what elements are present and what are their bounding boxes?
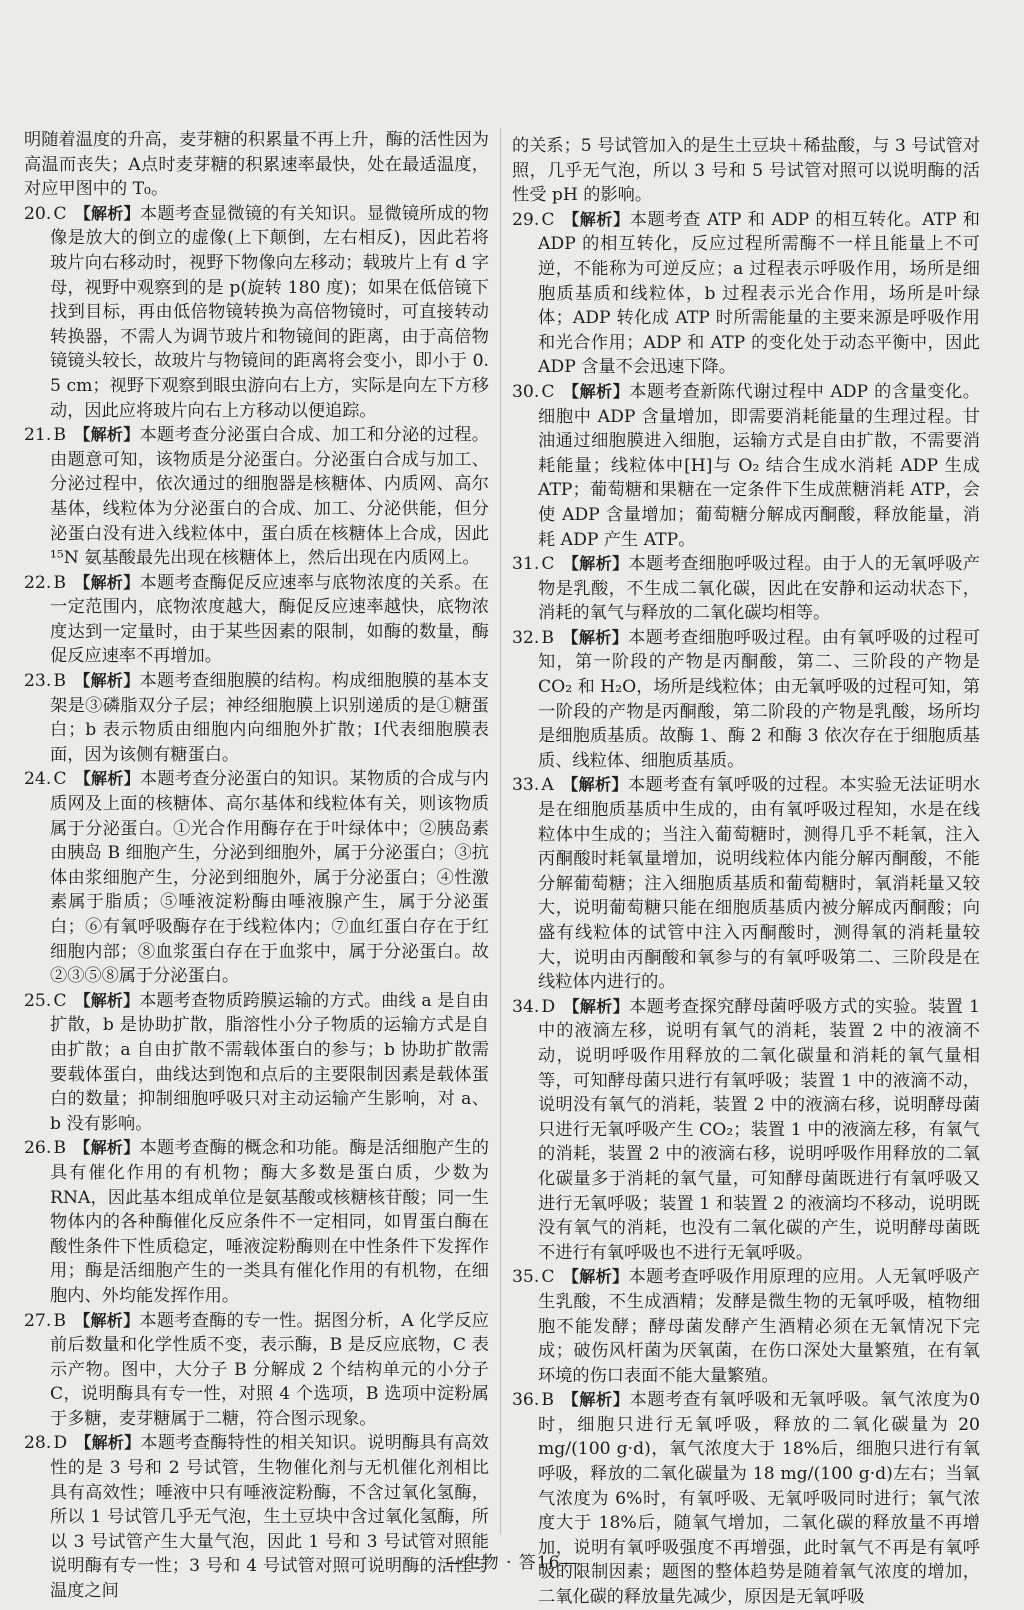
item-number: 30.	[512, 381, 540, 402]
page-footer: —生物 · 答16—	[445, 1553, 579, 1573]
item-explanation: 本题考查探究酵母菌呼吸方式的实验。装置 1 中的液滴左移，说明有氧气的消耗，装置 2 中的液滴不动，说明呼吸作用释放的二氧化碳量和消耗的氧气量相等，可知酵母菌只进行有氧呼吸；装置 1 中的液滴不动，说明没有氧气的消耗，装置 2 中的液滴右移，说明酵母菌只进行无氧呼吸产生 CO₂；装置 1 中的液滴左移，有氧气的消耗，装置 2 中的液滴右移，说明呼吸作用释放的二氧化碳量多于消耗的氧气量，可知酵母菌既进行有氧呼吸又进行无氧呼吸；装置 1 和装置 2 的液滴均不移动，说明既没有氧气的消耗，也没有二氧化碳的产生，说明酵母菌既不进行有氧呼吸也不进行无氧呼吸。	[538, 996, 980, 1263]
item-explanation: 本题考查酶的概念和功能。酶是活细胞产生的具有催化作用的有机物；酶大多数是蛋白质，少数为 RNA，因此基本组成单位是氨基酸或核糖核苷酸；同一生物体内的各种酶催化反应条件不一定相同，如胃蛋白酶在酸性条件下性质稳定，唾液淀粉酶则在中性条件下发挥作用；酶是活细胞产生的一类具有催化作用的有机物，在细胞内、外均能发挥作用。	[50, 1138, 489, 1306]
answer-item	[512, 208, 980, 380]
item-explanation: 本题考查细胞呼吸过程。由于人的无氧呼吸产物是乳酸，不生成二氧化碳，因此在安静和运动状态下，消耗的氧气与释放的二氧化碳均相等。	[538, 554, 980, 624]
item-number: 29.	[512, 209, 540, 230]
item-number: 33.	[512, 775, 540, 796]
item-number: 21.	[24, 425, 52, 446]
analysis-tag: 【解析】	[73, 1310, 140, 1330]
item-explanation: 本题考查分泌蛋白的知识。某物质的合成与内质网及上面的核糖体、高尔基体和线粒体有关，则该物质属于分泌蛋白。①光合作用酶存在于叶绿体中；②胰岛素由胰岛 B 细胞产生，分泌到细胞外，属于分泌蛋白；③抗体由浆细胞产生，分泌到细胞外，属于分泌蛋白；④性激素属于脂质；⑤唾液淀粉酶由唾液腺产生，属于分泌蛋白；⑥有氧呼吸酶存在于线粒体内；⑦血红蛋白存在于红细胞内部；⑧血浆蛋白存在于血浆中，属于分泌蛋白。故②③⑤⑧属于分泌蛋白。	[50, 769, 489, 987]
continuation-text: 明随着温度的升高，麦芽糖的积累量不再上升，酶的活性因为高温而丧失；A点时麦芽糖的积累速率最快，处在最适温度，对应甲图中的 T₀。	[24, 130, 489, 200]
answer-item	[512, 1388, 980, 1609]
item-answer: C	[541, 554, 555, 575]
answer-item	[512, 1265, 980, 1388]
continuation-text: 的关系；5 号试管加入的是生土豆块＋稀盐酸，与 3 号试管对照，几乎无气泡，所以 3 号和 5 号试管对照可以说明酶的活性受 pH 的影响。	[512, 136, 980, 206]
item-number: 32.	[512, 627, 540, 648]
item-answer: D	[53, 1433, 68, 1454]
answer-item	[24, 202, 489, 423]
answer-item	[24, 571, 489, 669]
analysis-tag: 【解析】	[561, 1390, 630, 1410]
item-number: 35.	[512, 1267, 540, 1288]
analysis-tag: 【解析】	[74, 990, 140, 1010]
answer-item	[24, 1136, 489, 1308]
item-explanation: 本题考查显微镜的有关知识。显微镜所成的物像是放大的倒立的虚像(上下颠倒，左右相反)，因此若将玻片向右移动时，视野下物像向左移动；载玻片上有 d 字母，视野中观察到的是 p(旋转 180 度)；如果在低倍镜下找到目标，再由低倍物镜转换为高倍物镜时，可直接转动转换器，不需人为调节玻片和物镜间的距离，由于高倍物镜镜头较长，故玻片与物镜间的距离将会变小，即小于 0. 5 cm；视野下观察到眼虫游向右上方，实际是向左下方移动，因此应将玻片向右上方移动以便追踪。	[50, 203, 489, 421]
item-number: 22.	[24, 572, 52, 593]
item-number: 34.	[512, 996, 540, 1017]
item-number: 23.	[24, 671, 52, 692]
analysis-tag: 【解析】	[562, 209, 630, 229]
item-number: 24.	[24, 769, 52, 790]
item-answer: B	[541, 1390, 554, 1411]
item-answer: B	[53, 671, 66, 692]
answer-list	[512, 208, 980, 1610]
answer-list	[24, 202, 489, 1604]
analysis-tag: 【解析】	[73, 671, 140, 691]
item-explanation: 本题考查有氧呼吸的过程。本实验无法证明水是在细胞质基质中生成的，由有氧呼吸过程知，水是在线粒体中生成的；当注入葡萄糖时，测得几乎不耗氧，注入丙酮酸时耗氧量增加，说明线粒体内能分解丙酮酸，不能分解葡萄糖；注入细胞质基质和葡萄糖时，氧消耗量又较大，说明葡萄糖只能在细胞质基质内被分解成丙酮酸；向盛有线粒体的试管中注入丙酮酸时，测得氧的消耗量较大，说明由丙酮酸和氧参与的有氧呼吸第二、三阶段是在线粒体内进行的。	[538, 775, 980, 993]
item-explanation: 本题考查细胞膜的结构。构成细胞膜的基本支架是③磷脂双分子层；神经细胞膜上识别递质的是①糖蛋白；b 表示物质由细胞内向细胞外扩散；Ⅰ代表细胞膜表面，因为该侧有糖蛋白。	[50, 671, 489, 765]
item-answer: B	[53, 572, 66, 593]
analysis-tag: 【解析】	[561, 775, 628, 795]
item-explanation: 本题考查细胞呼吸过程。由有氧呼吸的过程可知，第一阶段的产物是丙酮酸，第二、三阶段的产物是 CO₂ 和 H₂O，场所是线粒体；由无氧呼吸的过程可知，第一阶段的产物是丙酮酸，第二阶段的产物是乳酸，场所均是细胞质基质。故酶 1、酶 2 和酶 3 依次存在于细胞质基质、线粒体、细胞质基质。	[538, 627, 980, 771]
analysis-tag: 【解析】	[562, 554, 629, 574]
answer-item	[24, 423, 489, 571]
answer-item	[24, 767, 489, 988]
item-answer: C	[541, 209, 555, 230]
item-answer: C	[53, 769, 67, 790]
item-number: 26.	[24, 1138, 52, 1159]
item-number: 36.	[512, 1390, 540, 1411]
item-explanation: 本题考查酶特性的相关知识。说明酶具有高效性的是 3 号和 2 号试管，生物催化剂与无机催化剂相比具有高效性；唾液中只有唾液淀粉酶，不含过氧化氢酶，所以 1 号试管几乎无气泡，生土豆块中含过氧化氢酶，所以 3 号试管产生大量气泡，因此 1 号和 3 号试管对照能说明酶有专一性；3 号和 4 号试管对照可说明酶的活性与温度之间	[50, 1433, 489, 1602]
analysis-tag: 【解析】	[561, 627, 629, 647]
analysis-tag: 【解析】	[73, 572, 140, 592]
answer-item	[24, 1431, 489, 1603]
item-explanation: 本题考查 ATP 和 ADP 的相互转化。ATP 和 ADP 的相互转化，反应过程所需酶不一样且能量上不可逆，不能称为可逆反应；a 过程表示呼吸作用，场所是细胞质基质和线粒体，b 过程表示光合作用，场所是叶绿体；ADP 转化成 ATP 时所需能量的主要来源是呼吸作用和光合作用；ADP 和 ATP 的变化处于动态平衡中，因此 ADP 含量不会迅速下降。	[538, 209, 980, 378]
item-answer: D	[541, 996, 556, 1017]
item-answer: C	[53, 990, 67, 1011]
analysis-tag: 【解析】	[74, 769, 140, 789]
item-number: 25.	[24, 990, 52, 1011]
item-explanation: 本题考查有氧呼吸和无氧呼吸。氧气浓度为0时，细胞只进行无氧呼吸，释放的二氧化碳量为 20 mg/(100 g·d)，氧气浓度大于 18%后，细胞只进行有氧呼吸，释放的二氧化碳量为 18 mg/(100 g·d)左右；当氧气浓度为 6%时，有氧呼吸、无氧呼吸同时进行；氧气浓度大于 18%后，随氧气增加，二氧化碳的释放量不再增加，说明有氧呼吸强度不再增强，此时氧气不再是有氧呼吸的限制因素；题图的整体趋势是随着氧气浓度的增加，二氧化碳的释放量先减少，原因是无氧呼吸	[538, 1390, 980, 1608]
analysis-tag: 【解析】	[73, 425, 140, 445]
item-answer: A	[541, 775, 554, 796]
item-explanation: 本题考查新陈代谢过程中 ADP 的含量变化。细胞中 ADP 含量增加，即需要消耗能量的生理过程。甘油通过细胞膜进入细胞，运输方式是自由扩散，不需要消耗能量；线粒体中[H]与 O₂ 结合生成水消耗 ADP 生成 ATP；葡萄糖和果糖在一定条件下生成蔗糖消耗 ATP，会使 ADP 含量增加；葡萄糖分解成丙酮酸，释放能量，消耗 ADP 产生 ATP。	[538, 381, 980, 550]
answer-item	[24, 1309, 489, 1432]
answer-item	[24, 669, 489, 767]
analysis-tag: 【解析】	[563, 996, 630, 1016]
analysis-tag: 【解析】	[562, 1267, 629, 1287]
answer-item	[512, 380, 980, 552]
item-number: 28.	[24, 1433, 52, 1454]
item-answer: B	[53, 1310, 66, 1331]
item-number: 20.	[24, 203, 52, 224]
item-answer: B	[53, 1138, 66, 1159]
analysis-tag: 【解析】	[74, 203, 140, 223]
item-explanation: 本题考查呼吸作用原理的应用。人无氧呼吸产生乳酸，不生成酒精；发酵是微生物的无氧呼吸，植物细胞不能发酵；酵母菌发酵产生酒精必须在无氧情况下完成；破伤风杆菌为厌氧菌，在伤口深处大量繁殖，在有氧环境的伤口表面不能大量繁殖。	[538, 1267, 980, 1386]
analysis-tag: 【解析】	[75, 1433, 141, 1453]
answer-item	[24, 989, 489, 1137]
left-column	[24, 128, 489, 1604]
column-divider	[500, 128, 501, 1534]
item-answer: C	[541, 381, 555, 402]
analysis-tag: 【解析】	[73, 1138, 140, 1158]
answer-item	[512, 773, 980, 994]
item-number: 31.	[512, 554, 540, 575]
item-explanation: 本题考查分泌蛋白合成、加工和分泌的过程。由题意可知，该物质是分泌蛋白。分泌蛋白合成与加工、分泌过程中，依次通过的细胞器是核糖体、内质网、高尔基体，线粒体为分泌蛋白的合成、加工、分泌供能，但分泌蛋白没有进入线粒体中，蛋白质在核糖体上合成，因此¹⁵N 氨基酸最先出现在核糖体上，然后出现在内质网上。	[50, 425, 489, 569]
item-answer: C	[53, 203, 67, 224]
item-explanation: 本题考查酶促反应速率与底物浓度的关系。在一定范围内，底物浓度越大，酶促反应速率越快，底物浓度达到一定量时，由于某些因素的限制，如酶的数量，酶促反应速率不再增加。	[50, 572, 489, 667]
answer-item	[512, 552, 980, 626]
analysis-tag: 【解析】	[562, 381, 630, 401]
item-answer: B	[53, 425, 66, 446]
item-number: 27.	[24, 1310, 52, 1331]
item-answer: C	[541, 1267, 555, 1288]
answer-item	[512, 995, 980, 1266]
item-explanation: 本题考查酶的专一性。据图分析，A 化学反应前后数量和化学性质不变，表示酶，B 是反应底物，C 表示产物。图中，大分子 B 分解成 2 个结构单元的小分子 C，说明酶具有专一性，对照 4 个选项，B 选项中淀粉属于多糖，麦芽糖属于二糖，符合图示现象。	[50, 1310, 489, 1429]
answer-item	[512, 626, 980, 774]
item-answer: B	[541, 627, 554, 648]
right-column	[512, 134, 980, 1610]
item-explanation: 本题考查物质跨膜运输的方式。曲线 a 是自由扩散，b 是协助扩散，脂溶性小分子物质的运输方式是自由扩散；a 自由扩散不需载体蛋白的参与；b 协助扩散需要载体蛋白，曲线达到饱和点后的主要限制因素是载体蛋白的数量；抑制细胞呼吸只对主动运输产生影响，对 a、b 没有影响。	[50, 990, 489, 1134]
